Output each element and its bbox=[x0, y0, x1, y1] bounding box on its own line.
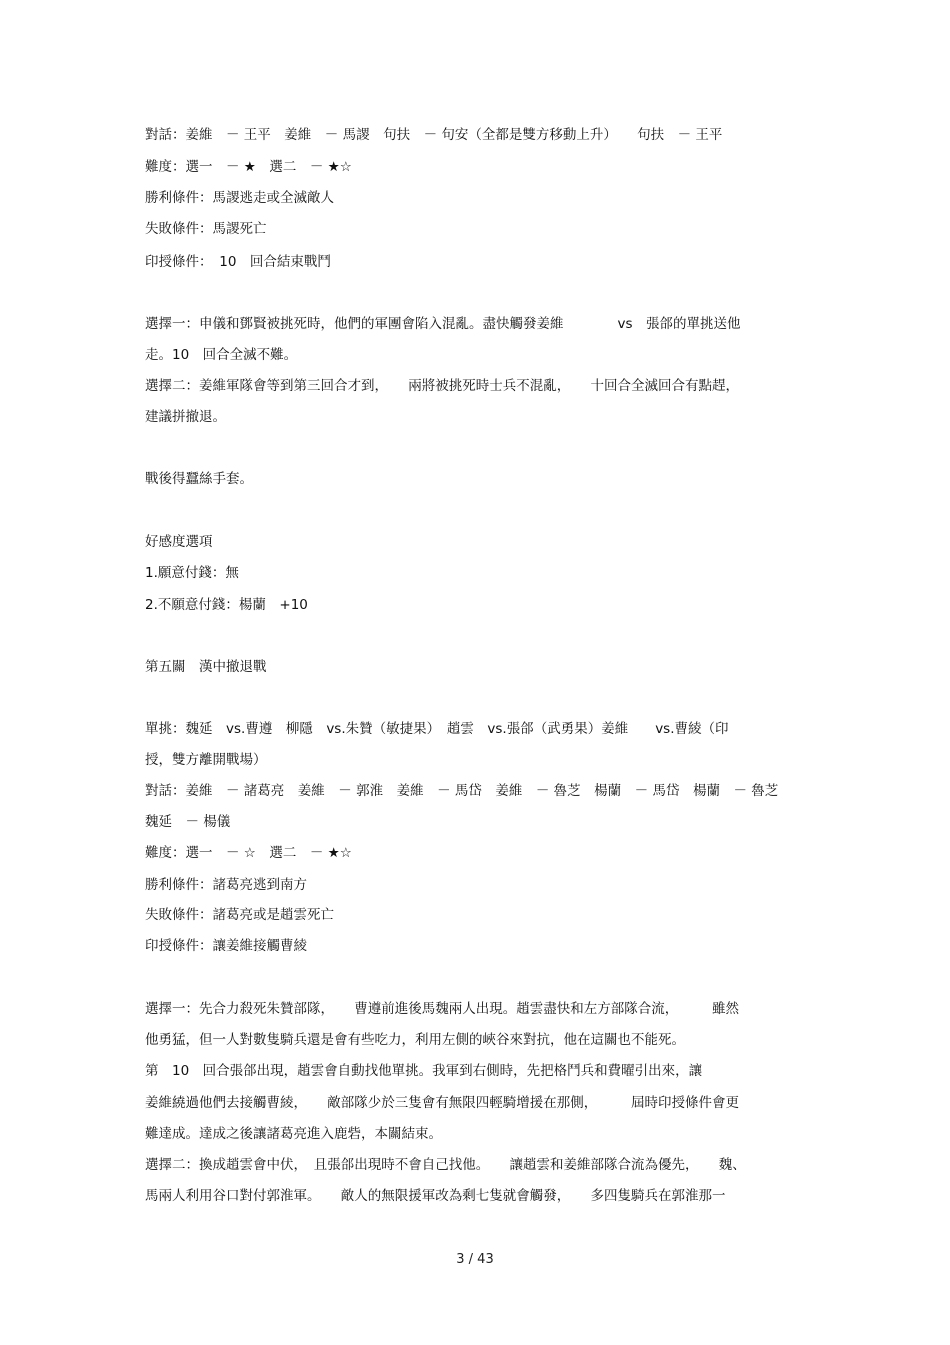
option-one-text-cont: 難達成。達成之後讓諸葛亮進入鹿砦，本關結束。 bbox=[145, 1126, 442, 1142]
defeat-condition: 失敗條件：馬謖死亡 bbox=[145, 221, 267, 237]
option-one-text: 選擇一：先合力殺死朱贊部隊， 曹遵前進後馬魏兩人出現。趙雲盡快和左方部隊合流， 雖然 bbox=[145, 1001, 739, 1017]
dialogue-line: 對話：姜維 － 王平 姜維 － 馬謖 句扶 － 句安（全都是雙方移動上升） 句扶 － 王平 bbox=[145, 127, 723, 143]
option-two-text-cont: 建議拼撤退。 bbox=[145, 409, 226, 425]
dialogue-line-cont: 魏延 － 楊儀 bbox=[145, 814, 231, 830]
duel-line: 單挑：魏延 vs.曹遵 柳隱 vs.朱贊（敏捷果） 趙雲 vs.張郃（武勇果）姜維 vs.曹綾（印 bbox=[145, 721, 729, 737]
victory-condition: 勝利條件：馬謖逃走或全滅敵人 bbox=[145, 190, 334, 206]
option-one-text: 選擇一：申儀和鄧賢被挑死時，他們的軍團會陷入混亂。盡快觸發姜維 vs 張郃的單挑送他 bbox=[145, 316, 741, 332]
option-one-text-cont: 他勇猛，但一人對數隻騎兵還是會有些吃力，利用左側的峽谷來對抗，他在這關也不能死。 bbox=[145, 1032, 685, 1048]
defeat-condition: 失敗條件：諸葛亮或是趙雲死亡 bbox=[145, 907, 334, 923]
affinity-option-1: 1.願意付錢：無 bbox=[145, 565, 239, 581]
stage-title: 第五關 漢中撤退戰 bbox=[145, 659, 267, 675]
seal-condition: 印授條件： 10 回合結束戰鬥 bbox=[145, 254, 331, 270]
option-two-text: 選擇二：姜維軍隊會等到第三回合才到， 兩將被挑死時士兵不混亂， 十回合全滅回合有點趕， bbox=[145, 378, 739, 394]
option-one-text-cont: 姜維繞過他們去接觸曹綾， 敵部隊少於三隻會有無限四輕騎增援在那側， 屆時印授條件會更 bbox=[145, 1095, 739, 1111]
post-battle-reward: 戰後得蠶絲手套。 bbox=[145, 471, 253, 487]
option-two-text: 選擇二：換成趙雲會中伏， 且張郃出現時不會自己找他。 讓趙雲和姜維部隊合流為優先， 魏、 bbox=[145, 1157, 746, 1173]
page-number: 3 / 43 bbox=[456, 1252, 494, 1267]
duel-line-cont: 授，雙方離開戰場） bbox=[145, 752, 267, 768]
seal-condition: 印授條件：讓姜維接觸曹綾 bbox=[145, 938, 307, 954]
option-two-text-cont: 馬兩人利用谷口對付郭淮軍。 敵人的無限援軍改為剩七隻就會觸發， 多四隻騎兵在郭淮那一 bbox=[145, 1188, 726, 1204]
victory-condition: 勝利條件：諸葛亮逃到南方 bbox=[145, 877, 307, 893]
affinity-option-2: 2.不願意付錢：楊蘭 +10 bbox=[145, 597, 308, 613]
option-one-text-cont: 走。10 回合全滅不難。 bbox=[145, 347, 298, 363]
difficulty-line: 難度：選一 － ★ 選二 － ★☆ bbox=[145, 159, 352, 175]
affinity-heading: 好感度選項 bbox=[145, 534, 213, 550]
difficulty-line: 難度：選一 － ☆ 選二 － ★☆ bbox=[145, 845, 352, 861]
option-one-text-cont: 第 10 回合張郃出現，趙雲會自動找他單挑。我軍到右側時，先把格鬥兵和費曜引出來，讓 bbox=[145, 1063, 703, 1079]
dialogue-line: 對話：姜維 － 諸葛亮 姜維 － 郭淮 姜維 － 馬岱 姜維 － 魯芝 楊蘭 － 馬岱 楊蘭 － 魯芝 bbox=[145, 783, 779, 799]
